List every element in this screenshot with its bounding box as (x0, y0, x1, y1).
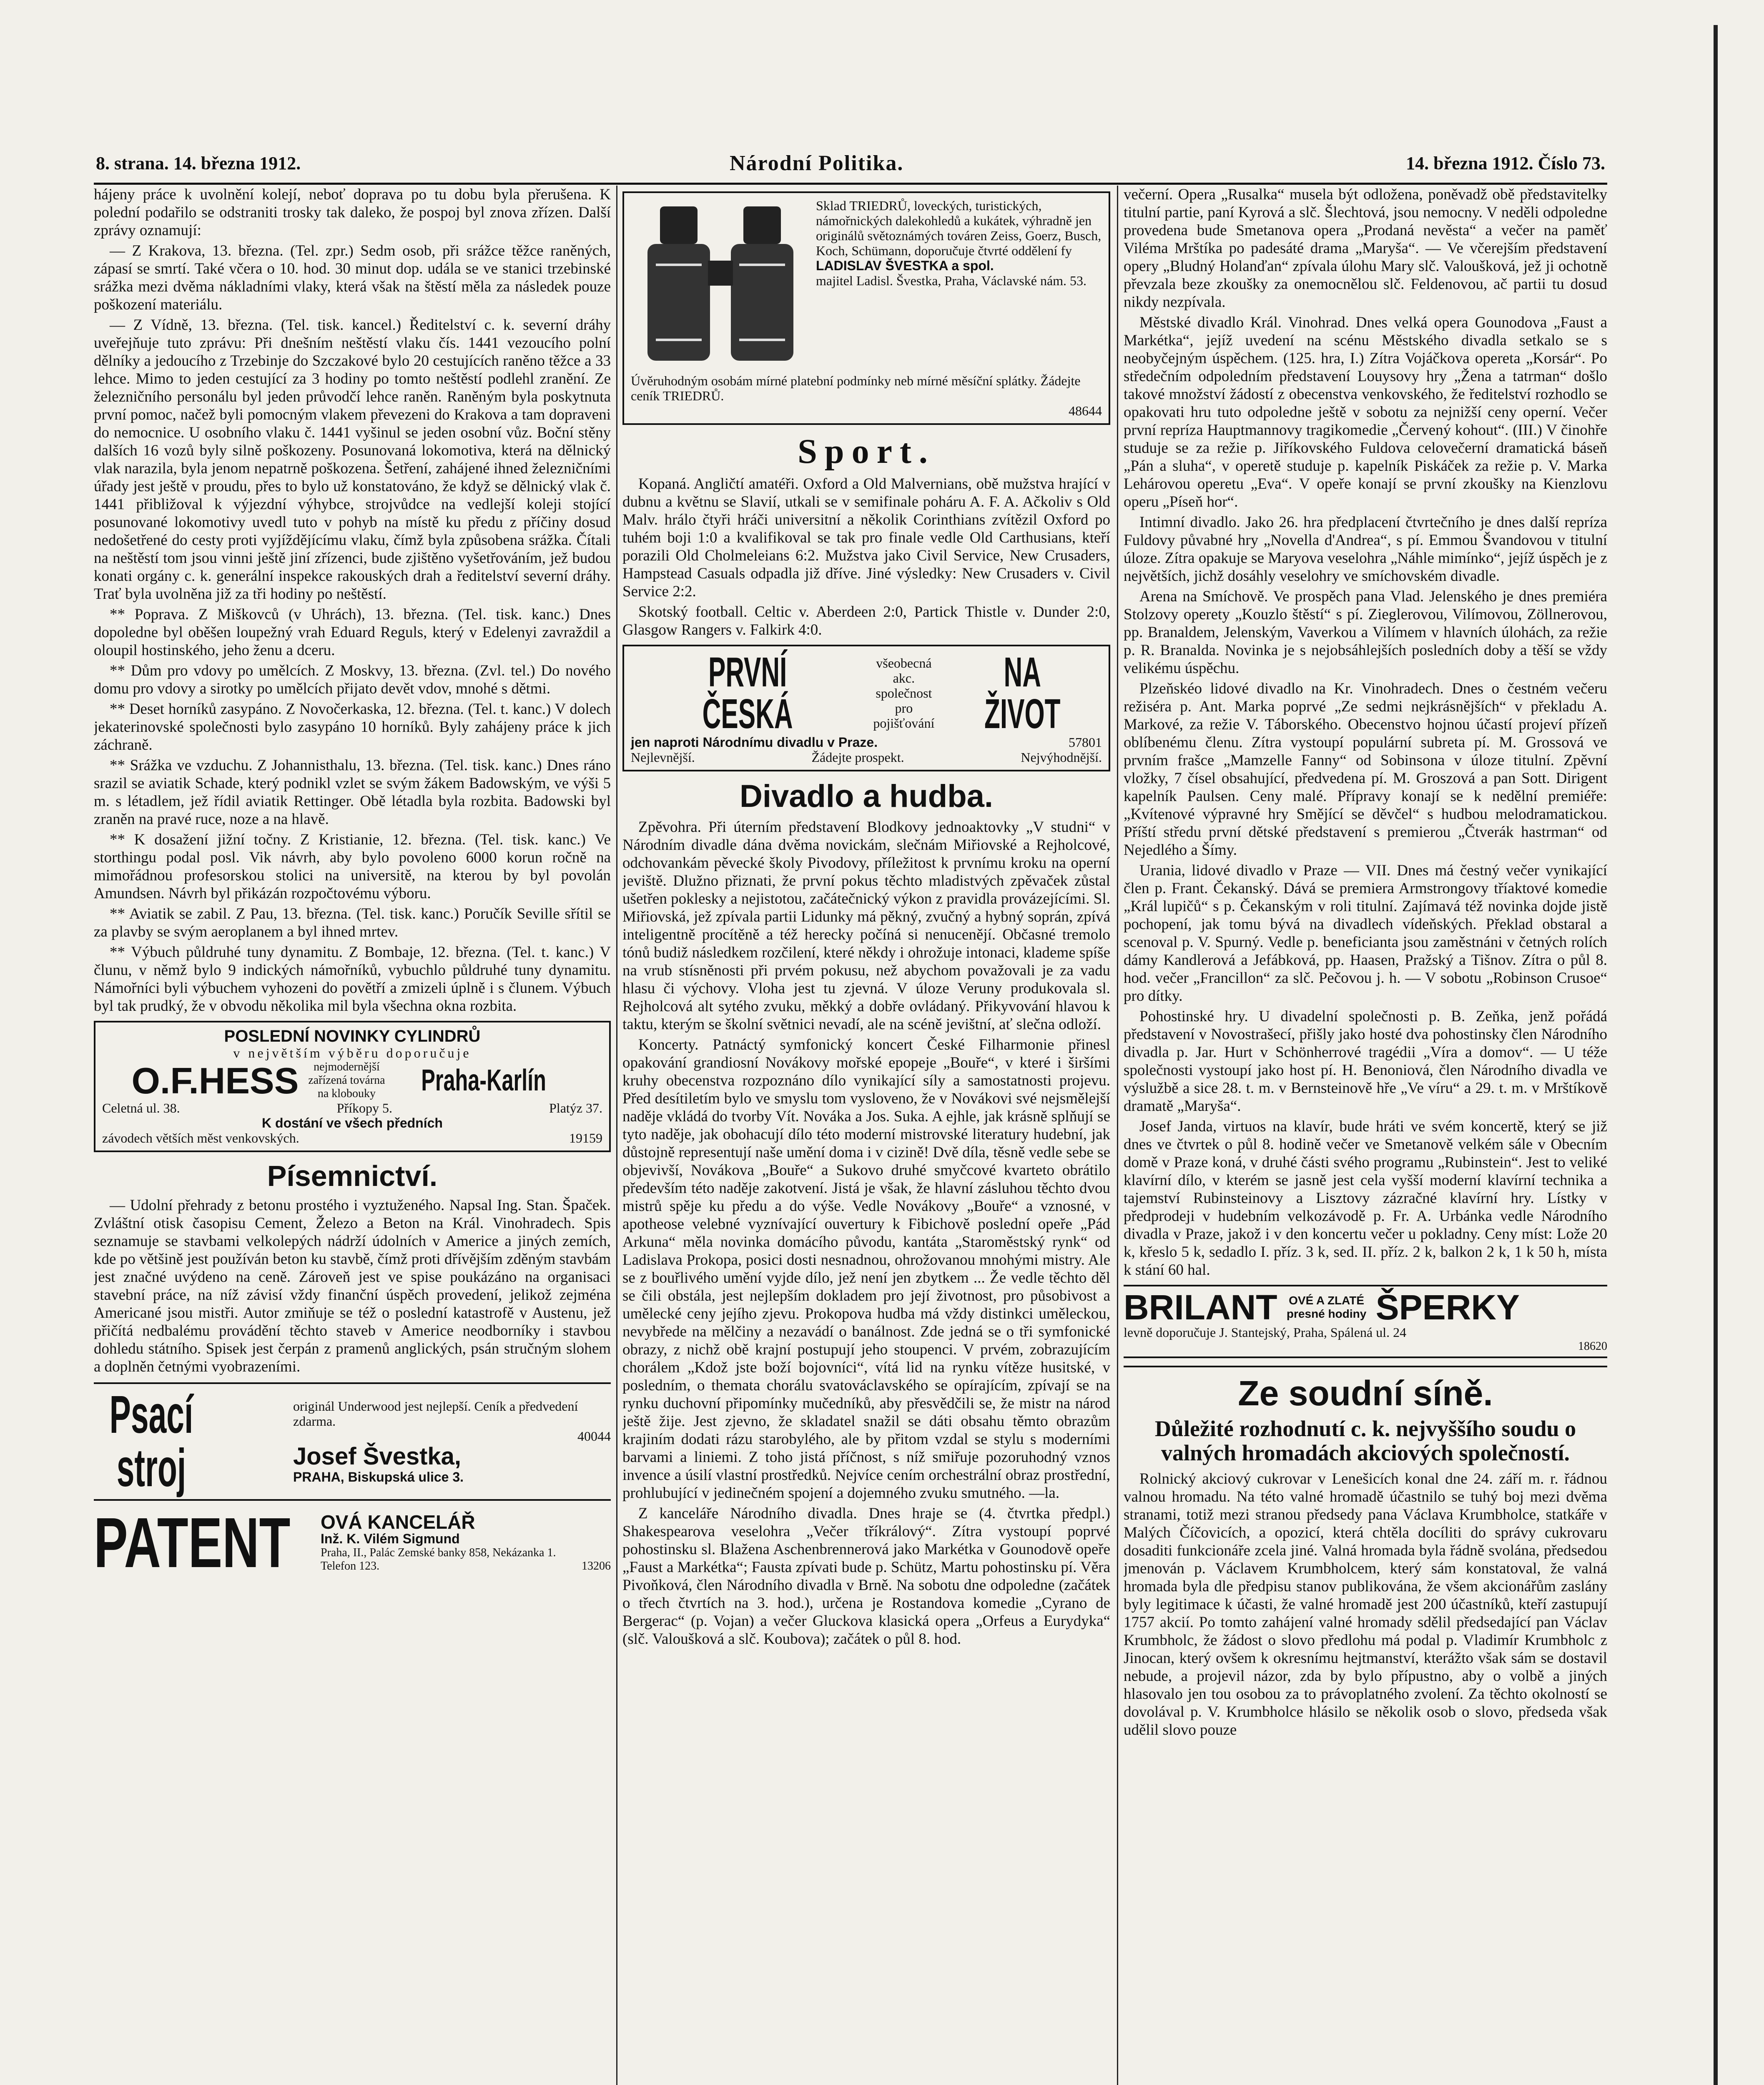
ad-name: Josef Švestka, (293, 1443, 462, 1470)
article-paragraph: Josef Janda, virtuos na klavír, bude hráti ve svém koncertě, který se již dnes ve čtvrtek o půl 8. hodině večer ve Smetanově velkém sále v Obecním domě v Praze koná, v druhé části svého programu „Rubinstein“. Jest to veliké klavírní dílo, v kterém se jasně jest cela vyšší moderní klavírní technika a tajemství Rubinsteinovy a Lisztovy zázračné klavírní hry. Lístky v předprodeji v hudebním velkozávodě p. Fr. A. Urbánka vedle Národního divadla v Praze, jakož i v den koncertu večer u pokladny. Ceny míst: Lože 20 k, křeslo 5 k, sedadlo I. příz. 3 k, sed. II. příz. 2 k, balkon 2 k, 1 k 50 h, místa k stání 60 hal. (1124, 1118, 1607, 1279)
header-rule (94, 183, 1607, 185)
ad-headline: ŠPERKY (1375, 1288, 1520, 1327)
ad-title-row (631, 651, 1102, 735)
ad-address: Příkopy 5. (336, 1100, 392, 1115)
news-item: ** Popravа. Z Miškovců (v Uhrách), 13. března. (Tel. tisk. kanc.) Dnes dopoledne byl oběšen loupežný vrah Eduard Reguls, který v Edelenyi zavraždil a oloupil hostinského, jeho ženu a dceru. (94, 606, 611, 659)
ad-line: Telefon 123. (321, 1559, 380, 1573)
typewriter-advertisement (94, 1382, 611, 1501)
article-paragraph: Plzeňskéo lidové divadlo na Kr. Vinohradech. Dnes o čestném večeru režiséra p. Ant. Marka poprvé „Ze sedmi nejkrásnějších“ v překladu A. Markové, za režie V. Táborského. Obecenstvo hojnou účastí projeví přízeň oblíbenému členu. Zítra vystoupí populární subreta pí. M. Grossová ve prvním frašce „Mamzelle Fanny“ od Sobinsona v úloze titulní. Zpěvní vložky, 7 čísel obsahující, předvedena pí. M. Groszová a pan Sott. Dirigent kapelník Paulsen. Ceny malé. Přípravy konají se k nedělní premiéře: „Kvítenové výpravné hry Smějící se děvčel“ s hudbou melodramatickou. Příští středu první dětské představení s premierou „Čtverák hastrman“ od Nejedlého a Šímy. (1124, 680, 1607, 859)
ad-number: 57801 (1069, 735, 1102, 750)
ad-headline: NA ŽIVOT (984, 649, 1061, 737)
ad-headline: Psací stroj (109, 1385, 193, 1498)
ad-line: originál Underwood jest nejlepší. Ceník a předvedení zdarma. (293, 1399, 578, 1429)
ad-body (321, 1513, 611, 1573)
news-item: ** Srážka ve vzduchu. Z Johannisthalu, 13. března. (Tel. tisk. kanc.) Dnes ráno srazil se aviatik Schade, který podnikl vzlet se svým žákem Badowským, ve výši 5 m. s létadlem, jež řídil aviatik Rettinger. Obě létadla byla rozbita. Badowski byl zraněn na pravé ruce, noze a na hlavě. (94, 757, 611, 828)
ad-line: pro pojišťování (873, 701, 935, 731)
page-header (54, 148, 1605, 178)
column-2 (622, 186, 1110, 2085)
jewellery-advertisement (1124, 1285, 1607, 1358)
ad-footer-row (102, 1130, 602, 1145)
ad-number: 18620 (1578, 1340, 1607, 1353)
ad-line: OVÉ A ZLATÉ presné hodiny (1286, 1294, 1367, 1320)
section-title-literature: Písemnictví. (267, 1160, 438, 1192)
ad-line: POSLEDNÍ NOVINKY CYLINDRŮ (224, 1027, 481, 1045)
ad-line: všeobecná akc. společnost (876, 656, 932, 701)
ad-city: Praha-Karlín (421, 1063, 547, 1097)
ad-address: Platýz 37. (549, 1100, 602, 1115)
article-paragraph: Koncerty. Patnáctý symfonický koncert České Filharmonie přinesl opakování grandiosní Novákovy mořské epopeje „Bouře“, v které i širšími kruhy obecenstva rozpoznáno dílo vynikající síly a samostatnosti projevu. Před desítiletím bylo ve smyslu tom vysloveno, že v Novákovi své nejsmělejší naděje vkládá do tvorby Vít. Nováka a Jos. Suka. A ejhle, jak krásně splňují se tyto naděje, jak obohacují dílo této moderní mistrovské literatury hudební, jak důstojně representují naše umění doma i v cizině! Dvě díla, těsně vedle sebe se objevivší, Novákova „Bouře“ a Sukovo druhé smyčcové kvarteto obrátilo především této naděje zakotvení. Jistá je však, že hlavní zásluhou těchto dvou mistrů spěje ku předu a do výše. Vedle Novákovy „Bouře“ a vznosné, v apotheose velebné vyznívající ouvertury k Fibichově poslední opeře „Pád Arkuna“ měla novinka domácího původu, kantáta „Staroměstský rynk“ od Ladislava Prokopa, posici dosti nesnadnou, ohrožovanou mnohými mistry. Ale se z bouřlivého umění vyjde dílo, jež není jen zbytkem ... Že vedle těchto děl se čili obstála, jest nejlepším dokladem pro její životnost, pro působivost a umělecké ceny jejího zjevu. Prokopova hudba má vždy distinkci uměleckou, nevybřede na mělčiny a nezavádí o banálnost. Zde jedná se o tři symfonické obrazy, z nichž obě krajní postupují jeho stoupenci. V prvém, zobrazujícím chorálem „Kdož jste boží bojovníci“, vítá lid na rynku vítěze husitské, v posledním, o themata chorálu svatováclavského se opírajícím, zpívají se na rynku duchovní připomínky mučedníků, aby přesvědčili se, že mistr na národ ještě žije. Jest zjevno, že skladatel snažil se dáti obsahu těmto obrazům krajiním dodati rázu starobylého, ale by přitom vzdal se stylu s moderními barvami a liniemi. Z toho jistá příčnost, s níž smiřuje pozoruhodný vznos invence a úsilí vlastní prostředků. Nejvíce cením orchestrální obraz prostřední, prohlubující v jedinečném spojení a dojemného zvuku smutného. —la. (622, 1036, 1110, 1502)
ad-address: PRAHA, Biskupská ulice 3. (293, 1470, 464, 1485)
article-paragraph: Urania, lidové divadlo v Praze — VII. Dnes má čestný večer vynikající člen p. Frant. Čekanský. Dává se premiera Armstrongovy tříaktové komedie „Král lupičů“ s p. Čekanským v roli titulní. Zajímavá též novinka dojde jistě pochopení, jak tomu bývá na divadlech vídeňských. Překlad obstaral a scenoval p. V. Spurný. Vedle p. beneficianta jsou zaměstnáni v četných rolích dámy Kandlerová a Jefábková, pp. Haasen, Pražský a Tišnov. Zítra o půl 8. hod. večer „Francillon“ za slč. Pečovou j. h. — V sobotu „Robinson Crusoe“ pro dítky. (1124, 862, 1607, 1005)
article-headline: Důležité rozhodnutí c. k. nejvyššího soudu o valných hromadách akciových společností. (1154, 1416, 1576, 1465)
hess-advertisement (94, 1021, 611, 1152)
ad-body: Sklad TRIEDRŮ, loveckých, turistických, námořnických dalekohledů a kukátek, výhradně jen originálů světoznámých továren Zeiss, Goerz, Busch, Koch, Schümann, doporučuje čtvrté oddělení fy (816, 198, 1102, 258)
ad-line: v největším výběru doporučuje (233, 1045, 472, 1060)
article-paragraph: Městské divadlo Král. Vinohrad. Dnes velká opera Gounodova „Faust a Markétka“, jejíž uvedení na scénu Městského divadla setkalo se s neobyčejným úspěchem. (125. hra, I.) Zítra Vojáčkova opereta „Korsár“. Po středečním odpoledním představení Louysovy hry „Žena a tatrman“ došlo takové množství žádostí z obecenstva venkovského, že ředitelství rozhodlo se opakovati hru tuto odpoledne ještě v sobotu za nejnižší ceny operní. Večer první repríza Hauptmannovy tragikomedie „Červený kohout“. (III.) V činohře studuje se za režie p. Jiříkovského Fuldova celovečerní dramatická báseň „Pán a sluha“, v operetě studuje p. kapelník Piskáček za režie p. V. Marka Lehárovou operetu „Eva“. V opeře konají se první zkoušky na Kienzlovu operu „Píseň hor“. (1124, 314, 1607, 510)
ad-title-row (1124, 1290, 1607, 1325)
ad-name-row (102, 1060, 602, 1100)
section-title-theatre: Divadlo a hudba. (739, 779, 994, 814)
ad-address: Celetná ul. 38. (102, 1100, 180, 1115)
header-right: 14. března 1912. Číslo 73. (1406, 153, 1605, 173)
ad-line: Inž. K. Vilém Sigmund (321, 1531, 460, 1546)
binoculars-advertisement (622, 191, 1110, 425)
patent-advertisement (94, 1503, 611, 1583)
news-item: ** K dosažení jižní točny. Z Kristianie, 12. března. (Tel. tisk. kanc.) Ve storthingu podal posl. Vik návrh, aby bylo povoleno 6000 korun ročně na mimořádnou profesorskou stolici na universitě, na kterou by byl povolán Amundsen. Návrh byl přikázán rozpočtovému výboru. (94, 831, 611, 902)
ad-line: Nejvýhodnější. (1021, 750, 1102, 765)
header-left: 8. strana. 14. března 1912. (96, 153, 301, 173)
article-paragraph: Intimní divadlo. Jako 26. hra předplacení čtvrtečního je dnes další repríza Fuldovy půvabné hry „Novella d'Andrea“, s pí. Emmou Švandovou v titulní úloze. Zítra opakuje se Maryova veselohra „Náhle mimínko“, jejíž úspěch je z největších, jichž dosáhly veselohry ve smíchovském divadle. (1124, 514, 1607, 585)
article-paragraph: Zpěvohra. Při úterním představení Blodkovy jednoaktovky „V studni“ v Národním divadle dána dvěma novickám, slečnám Miřiovské a Rejholcové, odchovankám pěvecké školy Pivodovy, příležitost k prvnímu kroku na operní jeviště. Dlužno přiznati, že první pokus těchto mladistvých zpěvaček zůstal ušetřen poklesky a nejistotou, začátečnický výkon z pravidla provázejícími. Sl. Miřiovská, jež zpívala partii Lidunky má pěkný, zvučný a hybný soprán, zpívá inteligentně procítěně a též herecky počíná si nenucenějí. Občasné tremolo tónů budiž následkem rozčilení, které někdy i ohrožuje intonaci, klademe spíše na vrub stísněnosti při prvém pokusu, než abychom považovali je za vadu hlasu či výchovy. Vloha jest tu zjevná. V úloze Veruny produkovala sl. Rejholcová alt sytého zvuku, měkký a dobře ovládaný. Přikyvování hlavou k taktu, kterým se školní světnici nevadí, ale na scéně jevištní, ať slečna odloží. (622, 819, 1110, 1033)
article-paragraph: Rolnický akciový cukrovar v Lenešicích konal dne 24. září m. r. řádnou valnou hromadu. Na této valné hromadě účastnilo se tuhý boj mezi dvěma stranami, totiž mezi stranou předsedy pana Václava Krumbholce, statkáře v Malých Číčovicích, a opozicí, která chtěla docíliti do správy cukrovaru dosaditi funkcionáře zcela jiné. Valná hromada byla řádně svolána, předsedou jmenován p. Václavem Krumbholcem, který sám konstatoval, že valná hromada byla dle předpisu stanov publikována, že všem akcionářům zaslány byly legitimace k účasti, že valné hromadě jest 200 účastníků, kteří zastupují 1757 akcií. Po tomto zahájení valné hromady sdělil předsedající pan Václav Krumbholc, že žádost o slovo předlohu má podal p. Vladimír Krumbholc z Jinocan, který ovšem k okresnímu hejtmanství, kterážto však sám se dostavil nebude, a projevil názor, zda by bylo přípustno, aby o volbě a jiných hlasovalo jen tou osobou za to právoplatného zvolení. Za těchto okolností se dovolával p. V. Krumbholce hlásilo se několik osob o slovo, předseda však udělil slovo pouze (1124, 1470, 1607, 1738)
column-1 (94, 186, 611, 2085)
article-paragraph: — Udolní přehrady z betonu prostého i vyztuženého. Napsal Ing. Stan. Špaček. Zvláštní otisk časopisu Cement, Železo a Beton na Král. Vinohradech. Spis seznamuje se stavbami velkolepých nádrží údolních v Americe a jiných zemích, kde po většině jest používán beton ku stavbě, čímž proti dřívějším zděným stavbám jest značné uvýdeno na ceně. Zároveň jest ve spise poukázáno na organisaci stavební práce, na níž závisí vždy finanční úspěch provedení, jelikož zejména Americané jsou mistři. Autor zmiňuje se též o poslední katastrofě v Austenu, jež přičítá nedbalému provádění těchto staveb v Americe neodborníky i stavbou dohledu státního. Spisek jest čerpán z pramenů anglických, psán stručným slohem a doplněn četnými vyobrazeními. (94, 1197, 611, 1375)
article-paragraph: Skotský football. Celtic v. Aberdeen 2:0, Partick Thistle v. Dunder 2:0, Glasgow Rangers v. Falkirk 4:0. (622, 603, 1110, 638)
article-paragraph: Arena na Smíchově. Ve prospěch pana Vlad. Jelenského je dnes premiéra Stolzovy operety „Kouzlo štěstí“ s pí. Zieglerovou, Vilímovou, Zöllnerovou, pp. Branaldem, Jelenským, Vaverkou a Vilímem v hlavních úlohách, za režie p. R. Branalda. Novinka je s nejobsáhlejších posledních doby a těší se vždy velikému úspěchu. (1124, 588, 1607, 677)
ad-owner: majitel Ladisl. Švestka, Praha, Václavské nám. 53. (816, 273, 1087, 288)
ad-number: 48644 (1069, 403, 1102, 418)
ad-middle (864, 656, 943, 731)
column-divider (1117, 186, 1118, 2085)
ad-line: závodech větších měst venkovských. (102, 1130, 299, 1145)
ad-body (293, 1399, 611, 1485)
article-paragraph: — Z Krakova, 13. března. (Tel. zpr.) Sedm osob, při srážce těžce raněných, zápasí se smrtí. Také včera o 10. hod. 30 minut dop. udála se ve stanici trzebinské srážka mezi dvěma nákladními vlaky, která však na štěstí měla za následek pouze poškození materiálu. (94, 242, 611, 313)
ad-firm: LADISLAV ŠVESTKA a spol. (816, 258, 994, 273)
ad-line: Nejlevnější. (631, 750, 695, 765)
ad-headline: PRVNÍ ČESKÁ (702, 649, 793, 737)
ad-headline: PATENT (94, 1503, 291, 1583)
article-paragraph: hájeny práce k uvolnění kolejí, neboť doprava po tu dobu byla přerušena. K polední podařilo se odstraniti trosky tak daleko, že pospoj byl znova zřízen. Další zprávy oznamují: (94, 186, 611, 239)
news-item: ** Výbuch půldruhé tuny dynamitu. Z Bombaje, 12. března. (Tel. t. kanc.) V člunu, v němž bylo 9 indických námořníků, vybuchlo půldruhé tuny dynamitu. Námořníci byli výbuchem vyhozeni do povětří a zmizeli úplně i s člunem. Výbuch byl tak prudký, že v obvodu několika mil byla všechna okna rozbita. (94, 944, 611, 1015)
news-item: ** Aviatik se zabil. Z Pau, 13. března. (Tel. tisk. kanc.) Poručík Seville sřítil se za plavby se svým aeroplanem a byl ihned mrtev. (94, 905, 611, 940)
article-paragraph: Pohostinské hry. U divadelní společnosti p. B. Zeňka, jenž pořádá představení v Novostrašecí, přišly jako hosté dva pohostinsky člen Národního divadla p. Jar. Hurt v Schönherrové tragédii „Víra a domov“. — U téže společnosti vystoupí jako host pí. H. Benoniová, člen Národního divadla ve výslužbě a sice 28. t. m. v Bernsteinově hře „Ve víru“ a 29. t. m. v Mrštíkově dramatě „Maryša“. (1124, 1008, 1607, 1115)
ad-line: nejmodernější zařízená továrna na klobouky (308, 1060, 385, 1100)
ad-number: 40044 (577, 1429, 611, 1444)
ad-number: 19159 (569, 1130, 602, 1145)
ad-brand: O.F.HESS (131, 1060, 299, 1101)
ad-tail: Úvěruhodným osobám mírné platební podmínky neb mírné měsíční splátky. Žádejte ceník TRIEDRŮ. (631, 373, 1081, 403)
binoculars-illustration (631, 198, 810, 373)
ad-headline: BRILANT (1124, 1288, 1277, 1327)
ad-line: K dostání ve všech předních (262, 1115, 443, 1130)
masthead: Národní Politika. (730, 151, 904, 175)
section-title-court: Ze soudní síně. (1124, 1366, 1607, 1412)
insurance-advertisement (622, 645, 1110, 771)
ad-line: Žádejte prospekt. (811, 750, 904, 765)
ad-footer-row (321, 1560, 611, 1573)
ad-address-row (102, 1100, 602, 1115)
ad-number: 13206 (582, 1559, 611, 1573)
section-title-sport: Sport. (798, 432, 935, 471)
ad-line: OVÁ KANCELÁŘ (321, 1511, 475, 1533)
ad-address: jen naproti Národnímu divadlu v Praze. (631, 735, 878, 750)
ad-line: levně doporučuje J. Stantejský, Praha, Spálená ul. 24 (1124, 1325, 1407, 1340)
column-3 (1124, 186, 1607, 2085)
news-item: ** Dům pro vdovy po umělcích. Z Moskvy, 13. března. (Zvl. tel.) Do nového domu pro vdovy a sirotky po umělcích přijato devět vdov, mnohé s dětmi. (94, 662, 611, 697)
column-divider (616, 186, 617, 2085)
news-item: ** Deset horníků zasypáno. Z Novočerkaska, 12. března. (Tel. t. kanc.) V dolech jekaterinovské společnosti bylo zasypáno 10 horníků. Byly zahájeny práce k jich záchraně. (94, 701, 611, 754)
ad-footer-row (631, 750, 1102, 765)
article-paragraph: Z kanceláře Národního divadla. Dnes hraje se (4. čtvrtka předpl.) Shakespearova veselohra „Večer tříkrálový“. Zítra vystoupí poprvé pohostinsku sl. Blažena Aschenbrennerová jako Markétka v Gounodově opeře „Faust a Markétka“; Fausta zpívati bude p. Schütz, Martu pohostinsku pí. Věra Pivoňková, člen Národního divadla v Brně. Na sobotu dne odpoledne (začátek o třech čtvrtích na 3. hod.), určena je Rostandova komedie „Cyrano de Bergerac“ (p. Vojan) a večer Gluckova klasická opera „Orfeus a Eurydyka“ (slč. Valoušková a slč. Koubova); začátek o půl 8. hod. (622, 1505, 1110, 1648)
article-paragraph: — Z Vídně, 13. března. (Tel. tisk. kancel.) Ředitelství c. k. severní dráhy uveřejňuje tuto zprávu: Při dnešním neštěstí vlaku čís. 1441 vezoucího polní dělníky a jedoucího z Trzebinje do Szczakové bylo 20 cestujících raněno těžce a 33 lehce. Mimo to jeden cestující za 3 hodiny po tomto neštěstí podlehl zranění. Ze železničního personálu byl jeden průvodčí lehce raněn. Raněným byla poskytnuta první pomoc, načež byli pomocným vlakem převezeni do Krakova a tam dopraveni do nemocnice. U osobního vlaku č. 1441 vyšinul se jeden osobní vůz. Boční stěny dalších 16 vozů byly silně poškozeny. Posunovaná lokomotiva, která na dělnický vlak narazila, byla jenom nepatrně poškozena. Šetření, zahájené ihned železničními úřady jest ještě v proudu, přes to bylo už konstatováno, že když se dělnický vlak č. 1441 přibližoval k výjezdní výhybce, strojvůdce na vedlejší koleji stojící posunované lokomotivy uvedl tuto v pohyb na místě ku předu z příčiny dosud nedošetřené do cesty proti vyjíždějícímu vlaku, čímž byla způsobena srážka. Čítali na neštěstí tom jsou vinni ještě jiní zřízenci, bude zjištěno vyšetřováním, jež budou konati orgány c. k. generální inspekce rakouských drah a ředitelství severní dráhy. Trať byla uvolněna již za tři hodiny po neštěstí. (94, 317, 611, 603)
ad-line: Praha, II., Palác Zemské banky 858, Nekázanka 1. (321, 1546, 556, 1559)
article-paragraph: večerní. Opera „Rusalka“ musela být odložena, poněvadž obě představitelky titulní partie, paní Kyrová a slč. Šlechtová, jsou nemocny. V neděli odpoledne provedena bude Smetanova opera „Prodaná nevěsta“ a večer na paměť Viléma Mrštíka po padesáté drama „Maryša“. — Ve včerejším představení opery „Bludný Holanďan“ zpívala úlohu Mary slč. Valoušková, jež ji ochotně převzala beze zkoušky za onemocnělou slč. Feldenovou, ač partii tu dosud nikdy nezpívala. (1124, 186, 1607, 311)
article-paragraph: Kopaná. Angličtí amatéři. Oxford a Old Malvernians, obě mužstva hrající v dubnu a květnu se Slavií, utkali se v semifinale poháru A. F. A. Ačkoliv s Old Malv. hrálo čtyři hráči universitní a několik Corinthians zvítězil Oxford po tuhém boji 1:0 a kvalifikoval se tak pro finale vedle Old Carthusians, kteří porazili Old Cholmeleians 6:2. Mužstva jako Civil Service, New Crusaders, Hampstead Casuals odpadla již dříve. Jiné výsledky: New Crusaders v. Civil Service 2:2. (622, 475, 1110, 600)
